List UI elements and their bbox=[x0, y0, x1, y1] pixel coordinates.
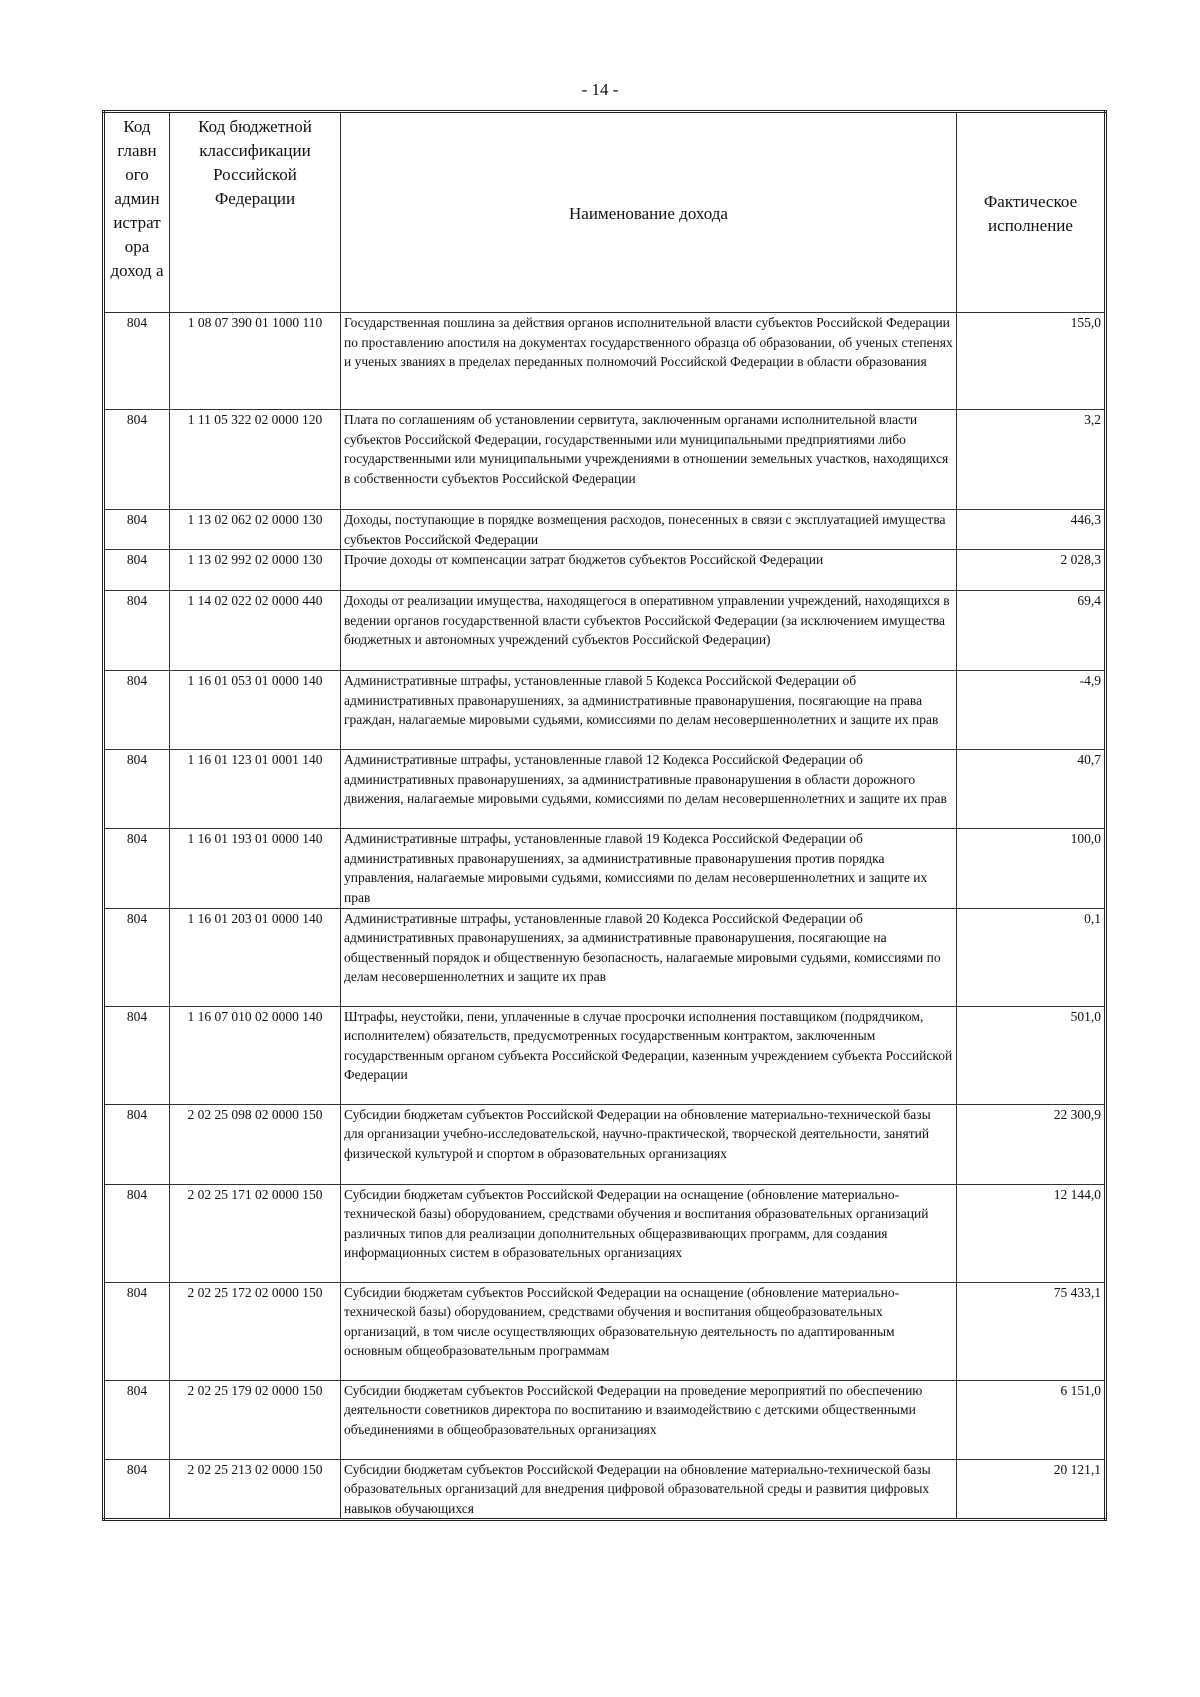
admin-code-cell: 804 bbox=[104, 671, 170, 750]
income-name-cell: Административные штрафы, установленные главой 12 Кодекса Российской Федерации об административных правонарушениях, за административные правонарушения в области дорожного движения, налагаемые мировыми судьями, комиссиями по делам несовершеннолетних и защите их прав bbox=[341, 750, 957, 829]
amount-cell: 40,7 bbox=[957, 750, 1106, 829]
budget-code-cell: 1 16 01 203 01 0000 140 bbox=[170, 908, 341, 1006]
amount-cell: -4,9 bbox=[957, 671, 1106, 750]
table-row bbox=[104, 550, 1106, 591]
income-name-cell: Административные штрафы, установленные главой 19 Кодекса Российской Федерации об административных правонарушениях, за административные правонарушения против порядка управления, налагаемые мировыми судьями, комиссиями по делам несовершеннолетних и защите их прав bbox=[341, 829, 957, 908]
income-name-cell: Субсидии бюджетам субъектов Российской Федерации на обновление материально-технической базы для организации учебно-исследовательской, научно-практической, творческой деятельности, занятий физической культурой и спортом в образовательных организациях bbox=[341, 1104, 957, 1184]
admin-code-cell: 804 bbox=[104, 591, 170, 671]
income-name-cell: Субсидии бюджетам субъектов Российской Федерации на проведение мероприятий по обеспечению деятельности советников директора по воспитанию и взаимодействию с детскими общественными объединениями в общеобразовательных организациях bbox=[341, 1380, 957, 1459]
header-income-name: Наименование дохода bbox=[341, 112, 957, 313]
admin-code-cell: 804 bbox=[104, 1006, 170, 1104]
table-header-row bbox=[104, 112, 1106, 313]
admin-code-cell: 804 bbox=[104, 829, 170, 908]
header-actual: Фактическое исполнение bbox=[957, 112, 1106, 313]
table-row bbox=[104, 1459, 1106, 1520]
admin-code-cell: 804 bbox=[104, 750, 170, 829]
budget-code-cell: 2 02 25 171 02 0000 150 bbox=[170, 1184, 341, 1282]
header-budget-class-code: Код бюджетной классификации Российской Федерации bbox=[170, 112, 341, 313]
admin-code-cell: 804 bbox=[104, 1104, 170, 1184]
header-admin-code: Код главн ого админ истрат ора доход а bbox=[104, 112, 170, 313]
amount-cell: 2 028,3 bbox=[957, 550, 1106, 591]
budget-code-cell: 1 08 07 390 01 1000 110 bbox=[170, 313, 341, 410]
admin-code-cell: 804 bbox=[104, 410, 170, 510]
income-name-cell: Субсидии бюджетам субъектов Российской Федерации на оснащение (обновление материально-технической базы) оборудованием, средствами обучения и воспитания образовательных организаций различных типов для реализации дополнительных общеразвивающих программ, для создания информационных систем в образовательных организациях bbox=[341, 1184, 957, 1282]
table-row bbox=[104, 908, 1106, 1006]
amount-cell: 69,4 bbox=[957, 591, 1106, 671]
amount-cell: 0,1 bbox=[957, 908, 1106, 1006]
income-name-cell: Прочие доходы от компенсации затрат бюджетов субъектов Российской Федерации bbox=[341, 550, 957, 591]
admin-code-cell: 804 bbox=[104, 1184, 170, 1282]
budget-code-cell: 1 16 07 010 02 0000 140 bbox=[170, 1006, 341, 1104]
amount-cell: 155,0 bbox=[957, 313, 1106, 410]
admin-code-cell: 804 bbox=[104, 908, 170, 1006]
table-row bbox=[104, 1184, 1106, 1282]
budget-code-cell: 2 02 25 179 02 0000 150 bbox=[170, 1380, 341, 1459]
admin-code-cell: 804 bbox=[104, 510, 170, 550]
income-table-wrapper bbox=[102, 110, 1107, 1521]
admin-code-cell: 804 bbox=[104, 1459, 170, 1520]
table-row bbox=[104, 1006, 1106, 1104]
amount-cell: 3,2 bbox=[957, 410, 1106, 510]
amount-cell: 22 300,9 bbox=[957, 1104, 1106, 1184]
budget-code-cell: 1 11 05 322 02 0000 120 bbox=[170, 410, 341, 510]
budget-code-cell: 1 16 01 053 01 0000 140 bbox=[170, 671, 341, 750]
income-name-cell: Субсидии бюджетам субъектов Российской Федерации на обновление материально-технической базы образовательных организаций для внедрения цифровой образовательной среды и развития цифровых навыков обучающихся bbox=[341, 1459, 957, 1520]
amount-cell: 446,3 bbox=[957, 510, 1106, 550]
income-name-cell: Доходы, поступающие в порядке возмещения расходов, понесенных в связи с эксплуатацией имущества субъектов Российской Федерации bbox=[341, 510, 957, 550]
amount-cell: 12 144,0 bbox=[957, 1184, 1106, 1282]
admin-code-cell: 804 bbox=[104, 1282, 170, 1380]
income-name-cell: Административные штрафы, установленные главой 20 Кодекса Российской Федерации об административных правонарушениях, за административные правонарушения, посягающие на общественный порядок и общественную безопасность, налагаемые мировыми судьями, комиссиями по делам несовершеннолетних и защите их прав bbox=[341, 908, 957, 1006]
table-row bbox=[104, 410, 1106, 510]
table-row bbox=[104, 671, 1106, 750]
budget-code-cell: 2 02 25 098 02 0000 150 bbox=[170, 1104, 341, 1184]
income-name-cell: Административные штрафы, установленные главой 5 Кодекса Российской Федерации об административных правонарушениях, за административные правонарушения, посягающие на права граждан, налагаемые мировыми судьями, комиссиями по делам несовершеннолетних и защите их прав bbox=[341, 671, 957, 750]
table-row bbox=[104, 313, 1106, 410]
table-row bbox=[104, 591, 1106, 671]
income-table bbox=[102, 110, 1107, 1521]
table-row bbox=[104, 1104, 1106, 1184]
table-row bbox=[104, 1380, 1106, 1459]
admin-code-cell: 804 bbox=[104, 313, 170, 410]
budget-code-cell: 2 02 25 172 02 0000 150 bbox=[170, 1282, 341, 1380]
amount-cell: 6 151,0 bbox=[957, 1380, 1106, 1459]
income-name-cell: Плата по соглашениям об установлении сервитута, заключенным органами исполнительной власти субъектов Российской Федерации, государственными или муниципальными предприятиями либо государственными или муниципальными учреждениями в отношении земельных участков, находящихся в собственности субъектов Российской Федерации bbox=[341, 410, 957, 510]
amount-cell: 501,0 bbox=[957, 1006, 1106, 1104]
budget-code-cell: 1 16 01 193 01 0000 140 bbox=[170, 829, 341, 908]
admin-code-cell: 804 bbox=[104, 1380, 170, 1459]
budget-code-cell: 2 02 25 213 02 0000 150 bbox=[170, 1459, 341, 1520]
table-row bbox=[104, 750, 1106, 829]
amount-cell: 75 433,1 bbox=[957, 1282, 1106, 1380]
amount-cell: 100,0 bbox=[957, 829, 1106, 908]
admin-code-cell: 804 bbox=[104, 550, 170, 591]
table-row bbox=[104, 829, 1106, 908]
budget-code-cell: 1 14 02 022 02 0000 440 bbox=[170, 591, 341, 671]
income-name-cell: Государственная пошлина за действия органов исполнительной власти субъектов Российской Федерации по проставлению апостиля на документах государственного образца об образовании, об ученых степенях и ученых званиях в пределах переданных полномочий Российской Федерации в области образования bbox=[341, 313, 957, 410]
budget-code-cell: 1 13 02 062 02 0000 130 bbox=[170, 510, 341, 550]
budget-code-cell: 1 16 01 123 01 0001 140 bbox=[170, 750, 341, 829]
table-row bbox=[104, 510, 1106, 550]
table-row bbox=[104, 1282, 1106, 1380]
page-number: - 14 - bbox=[581, 80, 619, 99]
budget-code-cell: 1 13 02 992 02 0000 130 bbox=[170, 550, 341, 591]
income-name-cell: Субсидии бюджетам субъектов Российской Федерации на оснащение (обновление материально-технической базы) оборудованием, средствами обучения и воспитания общеобразовательных организаций, в том числе осуществляющих образовательную деятельность по адаптированным основным общеобразовательным программам bbox=[341, 1282, 957, 1380]
income-name-cell: Штрафы, неустойки, пени, уплаченные в случае просрочки исполнения поставщиком (подрядчиком, исполнителем) обязательств, предусмотренных государственным контрактом, заключенным государственным органом субъекта Российской Федерации, казенным учреждением субъекта Российской Федерации bbox=[341, 1006, 957, 1104]
income-name-cell: Доходы от реализации имущества, находящегося в оперативном управлении учреждений, находящихся в ведении органов государственной власти субъектов Российской Федерации (за исключением имущества бюджетных и автономных учреждений субъектов Российской Федерации) bbox=[341, 591, 957, 671]
amount-cell: 20 121,1 bbox=[957, 1459, 1106, 1520]
